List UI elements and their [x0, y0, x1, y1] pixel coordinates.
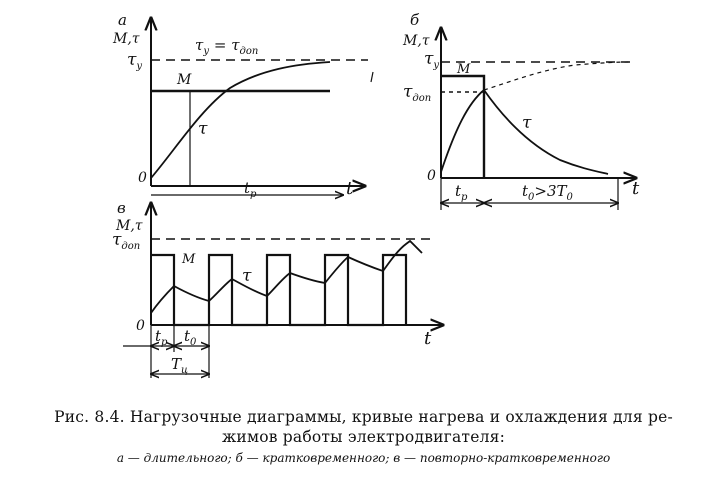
panel-b-load-line [441, 76, 484, 178]
panel-a-equation: $\tau_у = \tau_{доп}$ [195, 36, 259, 57]
panel-b-heating-curve [441, 90, 484, 172]
panel-a-tau-label: τ [198, 119, 208, 139]
panel-a [112, 11, 373, 200]
panel-b-t0-label: $t_0>3T_0$ [522, 182, 573, 203]
panel-b-axis-label: M,τ [403, 33, 430, 49]
panel-c-t-label: t [424, 328, 432, 349]
panel-b-origin: 0 [427, 168, 436, 184]
panel-a-m-label: M [177, 72, 192, 88]
panel-b-m-label: M [457, 62, 471, 77]
panel-b-cooling-curve [484, 90, 608, 174]
panel-c-origin: 0 [136, 318, 145, 334]
panel-b-tag: б [410, 11, 420, 29]
panel-b-tau-label: τ [522, 113, 532, 133]
panel-c-m-label: M [182, 252, 196, 267]
panel-c-t0-label: $t_0$ [184, 327, 197, 348]
panel-a-origin: 0 [138, 170, 147, 186]
caption-line-2: жимов работы электродвигателя: [221, 428, 506, 446]
panel-c-axis-label: M,τ [116, 218, 143, 234]
panel-a-tp-label: $t_р$ [244, 179, 257, 200]
panel-a-tau-y-label: $\tau_у$ [127, 50, 143, 72]
panel-a-tag: а [118, 11, 127, 29]
caption-line-3: а — длительного; б — кратковременного; в — повторно-кратковременного [116, 451, 611, 465]
panel-c-tau-label: τ [242, 266, 252, 286]
panel-b-t-label: t [632, 178, 640, 199]
panel-c [112, 199, 443, 378]
panel-c-tau-dop-label: $\tau_{доп}$ [112, 230, 141, 252]
caption-line-1: Рис. 8.4. Нагрузочные диаграммы, кривые нагрева и охлаждения для ре- [54, 408, 673, 426]
panel-a-mark [371, 72, 373, 82]
panel-c-tag: в [117, 199, 126, 217]
panel-b-tp-label: $t_р$ [455, 182, 468, 203]
panel-c-tc-label: $T_ц$ [171, 355, 188, 376]
panel-b [402, 11, 640, 210]
panel-b-tau-y-label: $\tau_у$ [424, 49, 440, 71]
panel-a-t-label: t [346, 178, 354, 199]
panel-a-axis-label: M,τ [113, 31, 140, 47]
panel-b-continued-heating [484, 62, 630, 90]
panel-b-tau-dop-label: $\tau_{доп}$ [403, 82, 432, 104]
panel-c-tp-label: $t_р$ [155, 327, 168, 348]
